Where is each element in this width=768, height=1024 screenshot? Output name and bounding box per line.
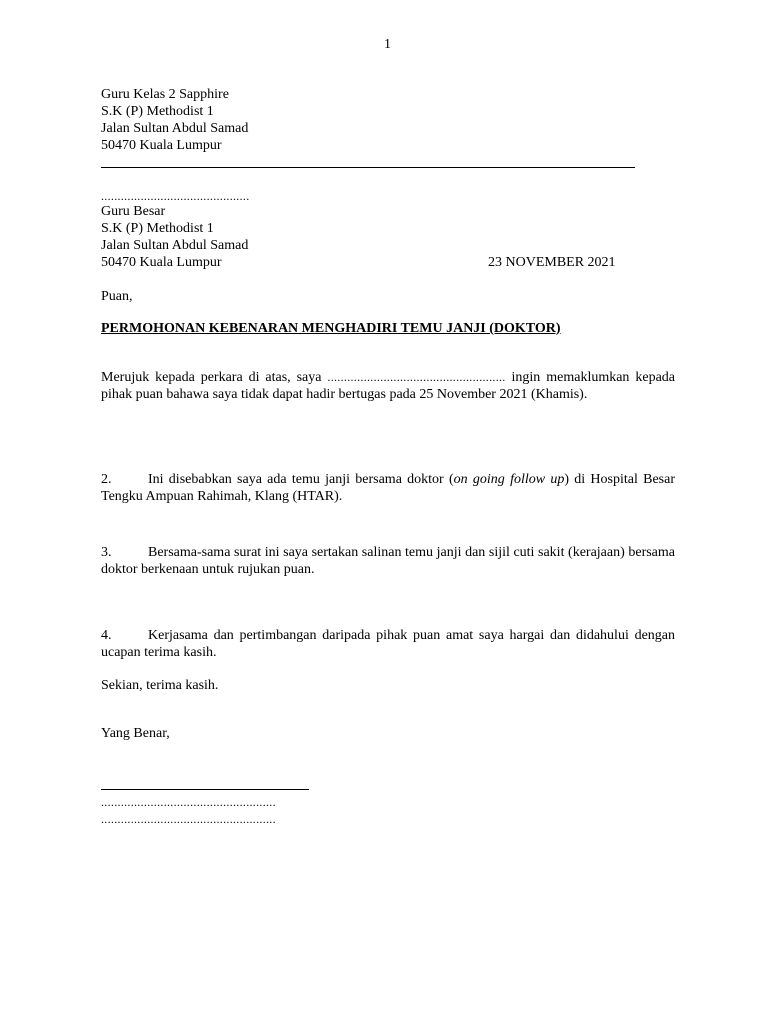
paragraph-4-text: Kerjasama dan pertimbangan daripada pihak puan amat saya hargai dan didahului dengan ucapan terima kasih. bbox=[101, 628, 675, 660]
signature-line bbox=[101, 789, 309, 790]
paragraph-2 bbox=[101, 471, 675, 505]
paragraph-1-text: Merujuk kepada perkara di atas, saya bbox=[101, 370, 328, 385]
sender-line: Guru Kelas 2 Sapphire bbox=[101, 87, 229, 102]
paragraph-2-text: Ini disebabkan saya ada temu janji bersama doktor ( bbox=[148, 472, 454, 487]
paragraph-1 bbox=[101, 369, 675, 403]
paragraph-2-text-cont: ) di Hospital Besar Tengku Ampuan Rahimah, Klang (HTAR). bbox=[101, 472, 675, 504]
valediction: Yang Benar, bbox=[101, 726, 170, 741]
recipient-line: S.K (P) Methodist 1 bbox=[101, 221, 214, 236]
paragraph-number: 2. bbox=[101, 472, 112, 487]
paragraph-number: 4. bbox=[101, 628, 112, 643]
letter-date: 23 NOVEMBER 2021 bbox=[488, 255, 616, 270]
recipient-line: Guru Besar bbox=[101, 204, 166, 219]
name-placeholder-dots: ...................................................... bbox=[327, 370, 506, 384]
sender-line: 50470 Kuala Lumpur bbox=[101, 138, 222, 153]
closing-remark: Sekian, terima kasih. bbox=[101, 678, 219, 693]
recipient-line: Jalan Sultan Abdul Samad bbox=[101, 238, 249, 253]
letter-subject: PERMOHONAN KEBENARAN MENGHADIRI TEMU JANJI (DOKTOR) bbox=[101, 321, 561, 336]
sender-line: Jalan Sultan Abdul Samad bbox=[101, 121, 249, 136]
paragraph-2-italic: on going follow up bbox=[453, 472, 565, 487]
paragraph-3 bbox=[101, 544, 675, 578]
salutation: Puan, bbox=[101, 289, 133, 304]
header-divider bbox=[101, 167, 635, 168]
recipient-line: 50470 Kuala Lumpur bbox=[101, 255, 222, 270]
paragraph-3-text: Bersama-sama surat ini saya sertakan salinan temu janji dan sijil cuti sakit (kerajaan) bersama doktor berkenaan untuk rujukan puan. bbox=[101, 545, 675, 577]
recipient-address bbox=[101, 203, 248, 271]
recipient-reference-dots: ............................................. bbox=[101, 189, 250, 203]
paragraph-number: 3. bbox=[101, 545, 112, 560]
paragraph-4 bbox=[101, 627, 675, 661]
sender-line: S.K (P) Methodist 1 bbox=[101, 104, 214, 119]
sender-address bbox=[101, 86, 248, 154]
page-number: 1 bbox=[384, 37, 391, 52]
paragraph-1-text-cont: ingin memaklumkan kepada pihak puan bahawa saya tidak dapat hadir bertugas pada 25 November 2021 (Khamis). bbox=[101, 370, 676, 402]
signature-name-dots: ..................................................... bbox=[101, 795, 276, 809]
signature-title-dots: ..................................................... bbox=[101, 812, 276, 826]
